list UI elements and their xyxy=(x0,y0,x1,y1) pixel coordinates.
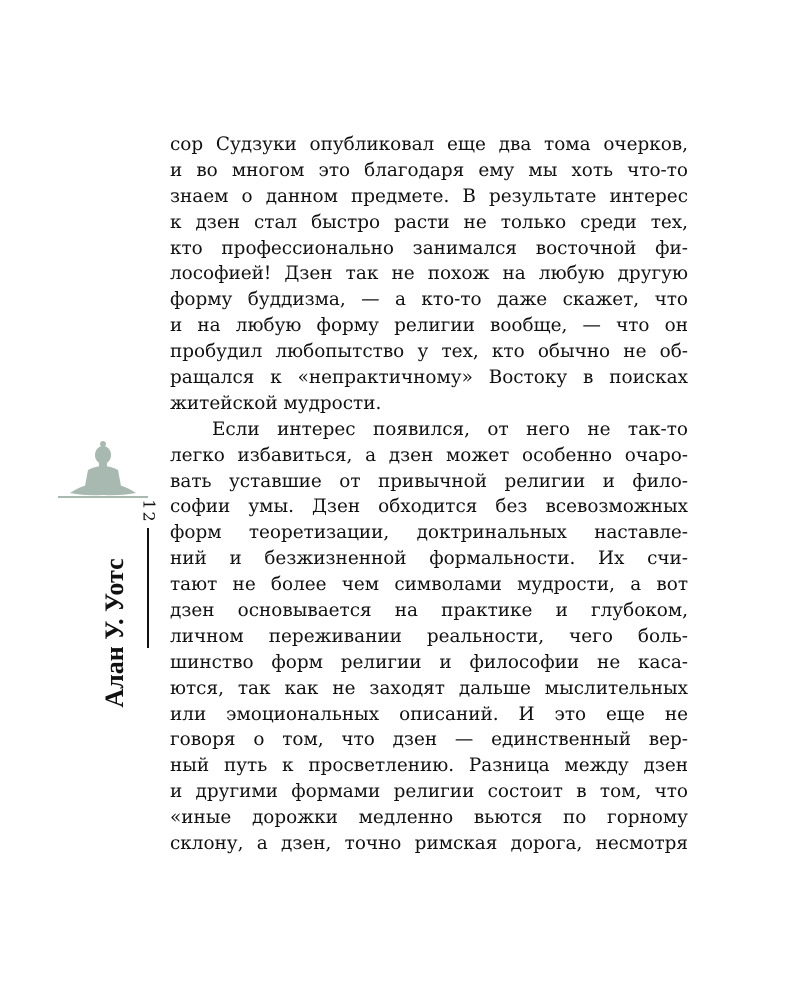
body-text xyxy=(170,132,688,857)
text-line: ются, так как не заходят дальше мыслительных xyxy=(170,677,688,699)
text-line: пробудил любопытство у тех, кто обычно не об- xyxy=(170,341,688,363)
text-line: житейской мудрости. xyxy=(170,392,382,414)
text-line: и другими формами религии состоит в том, что xyxy=(170,781,688,803)
text-line: и во многом это благодаря ему мы хоть что-то xyxy=(170,159,688,181)
text-line: сор Судзуки опубликовал еще два тома очерков, xyxy=(170,134,688,155)
author-name: Алан У. Уотс xyxy=(100,558,129,708)
text-line: тают не более чем символами мудрости, а вот xyxy=(170,574,688,596)
text-line: форму буддизма, — а кто-то даже скажет, что xyxy=(170,289,688,311)
text-line: кто профессионально занимался восточной фи- xyxy=(170,237,688,259)
text-line: или эмоциональных описаний. И это еще не xyxy=(170,703,688,725)
text-line: личном переживании реальности, чего боль- xyxy=(170,625,688,647)
text-line: к дзен стал быстро расти не только среди тех, xyxy=(170,211,688,233)
text-line: софии умы. Дзен обходится без всевозможных xyxy=(170,496,688,518)
page-number: 12 xyxy=(139,499,159,524)
text-line: знаем о данном предмете. В результате интерес xyxy=(170,185,688,207)
text-line: говоря о том, что дзен — единственный вер- xyxy=(170,729,688,751)
text-line: шинство форм религии и философии не каса- xyxy=(170,651,688,673)
text-line: дзен основывается на практике и глубоком, xyxy=(170,600,688,622)
text-line: «иные дорожки медленно вьются по горному xyxy=(170,807,688,829)
text-line: форм теоретизации, доктринальных наставле- xyxy=(170,522,688,544)
text-line: Если интерес появился, от него не так-то xyxy=(212,418,688,440)
text-line: вать уставшие от привычной религии и фило- xyxy=(170,470,688,492)
paragraph-1 xyxy=(170,132,688,417)
text-line: и на любую форму религии вообще, — что он xyxy=(170,315,688,337)
text-line: легко избавиться, а дзен может особенно очаро- xyxy=(170,444,688,466)
text-line: ный путь к просветлению. Разница между дзен xyxy=(170,755,688,777)
paragraph-2 xyxy=(170,417,688,857)
text-line: лософией! Дзен так не похож на любую другую xyxy=(170,263,688,285)
text-line: ний и безжизненной формальности. Их счи- xyxy=(170,548,688,570)
meditating-buddha-icon xyxy=(58,438,148,500)
text-line: склону, а дзен, точно римская дорога, несмотря xyxy=(170,833,688,855)
page-margin xyxy=(50,438,159,708)
spine-rule xyxy=(147,528,149,648)
text-line: ращался к «непрактичному» Востоку в поисках xyxy=(170,367,688,389)
